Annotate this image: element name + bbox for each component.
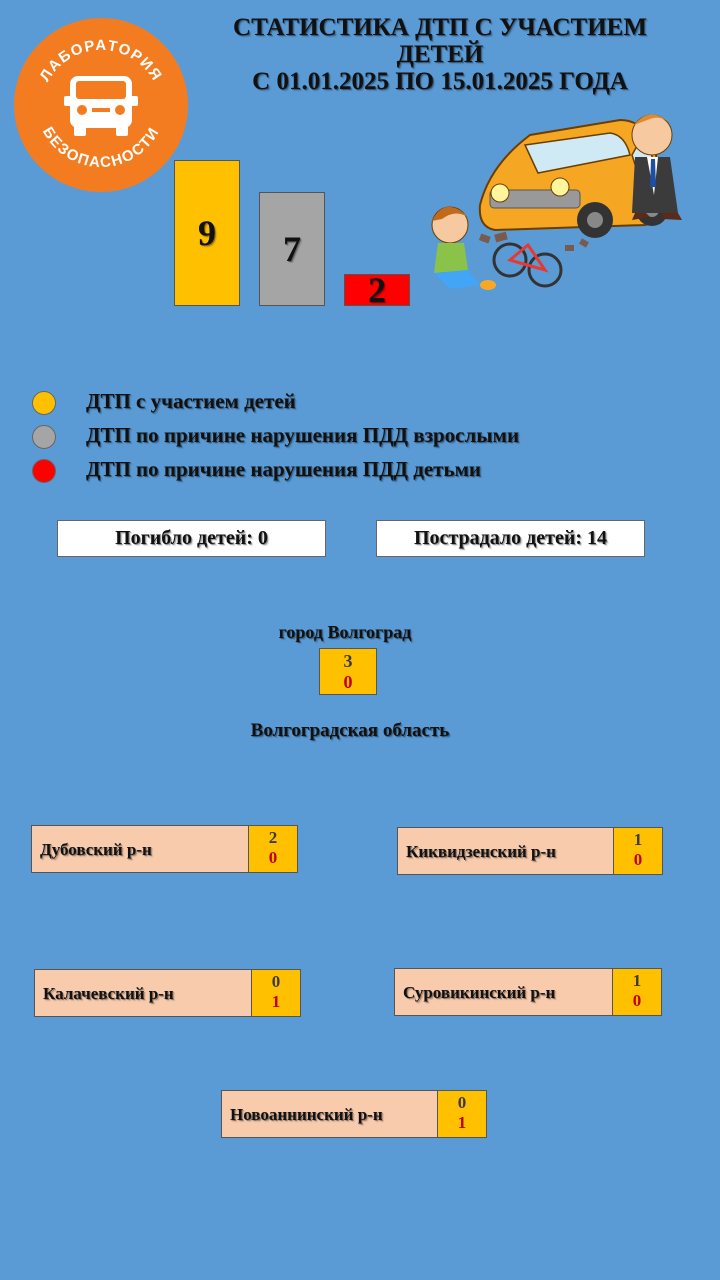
district-count-2: 0: [633, 850, 643, 869]
bicycle-icon: [494, 244, 561, 286]
city-count-1: 3: [343, 651, 353, 671]
logo-text-bottom: БЕЗОПАСНОСТИ: [38, 123, 164, 172]
district-name: Дубовский р-н: [40, 840, 152, 859]
district-count-1: 1: [633, 830, 643, 849]
title-line-3: С 01.01.2025 ПО 15.01.2025 ГОДА: [252, 68, 628, 95]
legend-dot-icon: [32, 425, 56, 449]
legend-label: ДТП с участием детей: [86, 389, 296, 413]
injured-children-box: Пострадало детей: 14: [376, 520, 645, 557]
bar-1: 7: [259, 192, 325, 306]
city-counts: [319, 648, 377, 695]
district-card: [221, 1090, 487, 1138]
legend-label: ДТП по причине нарушения ПДД детьми: [86, 457, 481, 481]
district-card: [31, 825, 298, 873]
city-label: город Волгоград: [278, 622, 412, 642]
man-icon: [632, 114, 682, 220]
district-name: Суровикинский р-н: [403, 983, 556, 1002]
district-name: Новоаннинский р-н: [230, 1105, 383, 1124]
district-count-1: 0: [457, 1093, 467, 1112]
district-count-2: 0: [632, 991, 642, 1010]
district-name: Киквидзенский р-н: [406, 842, 556, 861]
logo-text-top: ЛАБОРАТОРИЯ: [36, 36, 166, 85]
district-card: [394, 968, 662, 1016]
bar-2: 2: [344, 274, 410, 306]
district-card: [34, 969, 301, 1017]
legend-dot-icon: [32, 391, 56, 415]
bar-0: 9: [174, 160, 240, 306]
region-label: Волгоградская область: [250, 720, 450, 741]
title-line-1: СТАТИСТИКА ДТП С УЧАСТИЕМ: [233, 14, 647, 41]
district-count-1: 1: [632, 971, 642, 990]
district-count-1: 0: [271, 972, 281, 991]
district-count-1: 2: [268, 828, 278, 847]
accident-illustration-icon: [420, 95, 710, 305]
legend-dot-icon: [32, 459, 56, 483]
district-name: Калачевский р-н: [43, 984, 174, 1003]
district-count-2: 0: [268, 848, 278, 867]
district-count-2: 1: [457, 1113, 467, 1132]
title-line-2: ДЕТЕЙ: [396, 41, 484, 68]
killed-children-box: Погибло детей: 0: [57, 520, 326, 557]
district-card: [397, 827, 663, 875]
debris-icon: [479, 232, 589, 251]
city-count-2: 0: [343, 672, 353, 692]
district-count-2: 1: [271, 992, 281, 1011]
legend-label: ДТП по причине нарушения ПДД взрослыми: [86, 423, 520, 447]
